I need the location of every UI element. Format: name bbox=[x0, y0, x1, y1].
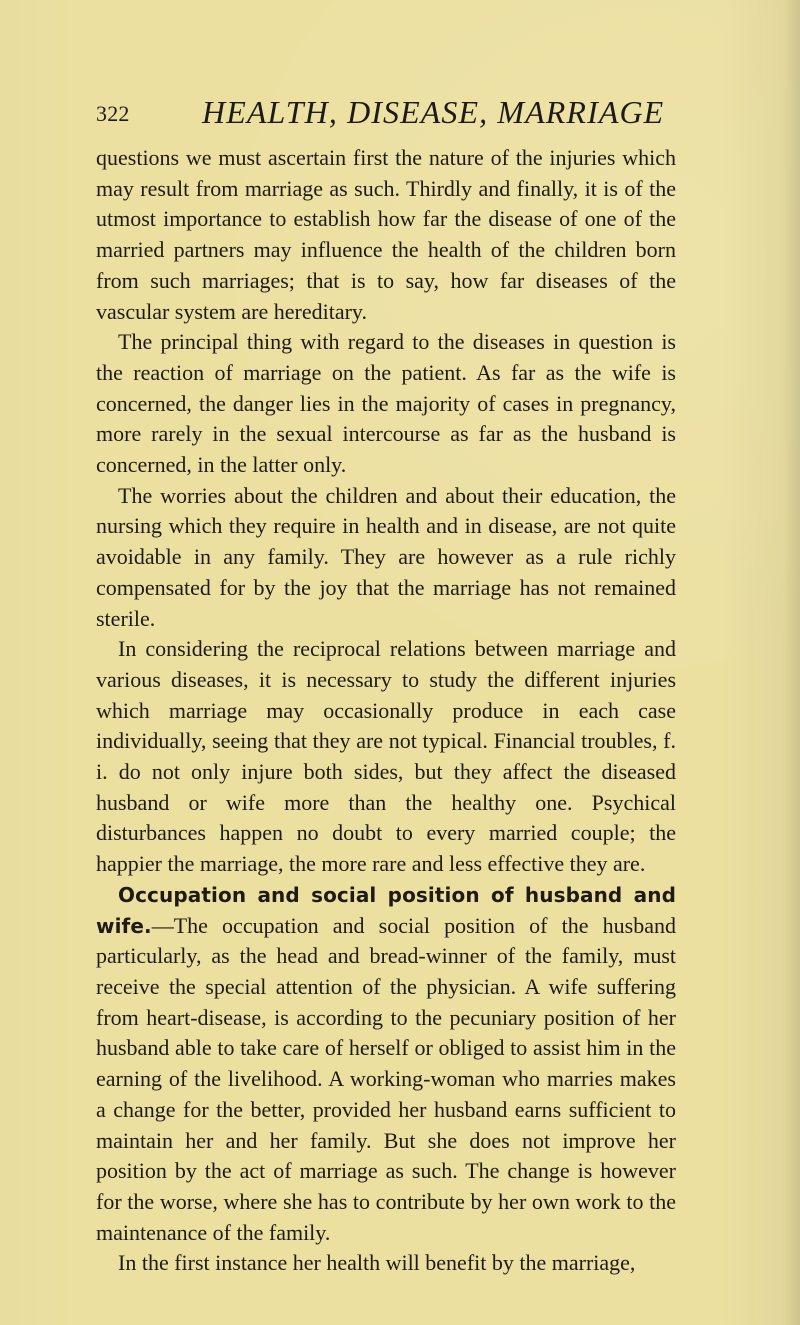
page-edge-shadow bbox=[784, 0, 800, 1325]
paragraph-principal-thing: The principal thing with regard to the diseases in question is the reaction of marriage on the patient. As far as the wife is concerned, the danger lies in the majority of cases in pregnancy, more rarely in the sexual intercourse as far as the husband is concerned, in the latter only. bbox=[96, 329, 676, 478]
paragraph-occupation-section bbox=[96, 880, 676, 1248]
paragraph-continuation: questions we must ascertain first the nature of the injuries which may result from marriage as such. Thirdly and finally, it is of the utmost importance to establish how far the disease of one of the married partners may influence the health of the children born from such marriages; that is to say, how far diseases of the vascular system are hereditary. bbox=[96, 145, 676, 324]
paragraph-first-instance: In the first instance her health will benefit by the marriage, bbox=[118, 1250, 636, 1276]
page-number: 322 bbox=[96, 101, 130, 126]
running-title: HEALTH, DISEASE, MARRIAGE bbox=[202, 94, 665, 130]
section-heading-occupation: Occupation and social position of husband and wife. bbox=[96, 882, 676, 938]
main-text bbox=[96, 143, 676, 1279]
section-text-occupation: —The occupation and social position of the husband particularly, as the head and bread-winner of the family, must receive the special attention of the physician. A wife suffering from heart-disease, is according to the pecuniary position of her husband able to take care of herself or obliged to assist him in the earning of the livelihood. A working-woman who marries makes a change for the better, provided her husband earns sufficient to maintain her and her family. But she does not improve her position by the act of marriage as such. The change is however for the worse, where she has to contribute by her own work to the maintenance of the family. bbox=[96, 912, 676, 1245]
page-header bbox=[96, 92, 676, 138]
paragraph-reciprocal-relations: In considering the reciprocal relations between marriage and various diseases, it is necessary to study the different injuries which marriage may occasionally produce in each case individually, seeing that they are not typical. Financial troubles, f. i. do not only injure both sides, but they affect the diseased husband or wife more than the healthy one. Psychical disturbances happen no doubt to every married couple; the happier the marriage, the more rare and less effective they are. bbox=[96, 636, 676, 877]
paragraph-worries: The worries about the children and about their education, the nursing which they require in health and in disease, are not quite avoidable in any family. They are however as a rule richly compensated for by the joy that the marriage has not remained sterile. bbox=[96, 482, 676, 631]
